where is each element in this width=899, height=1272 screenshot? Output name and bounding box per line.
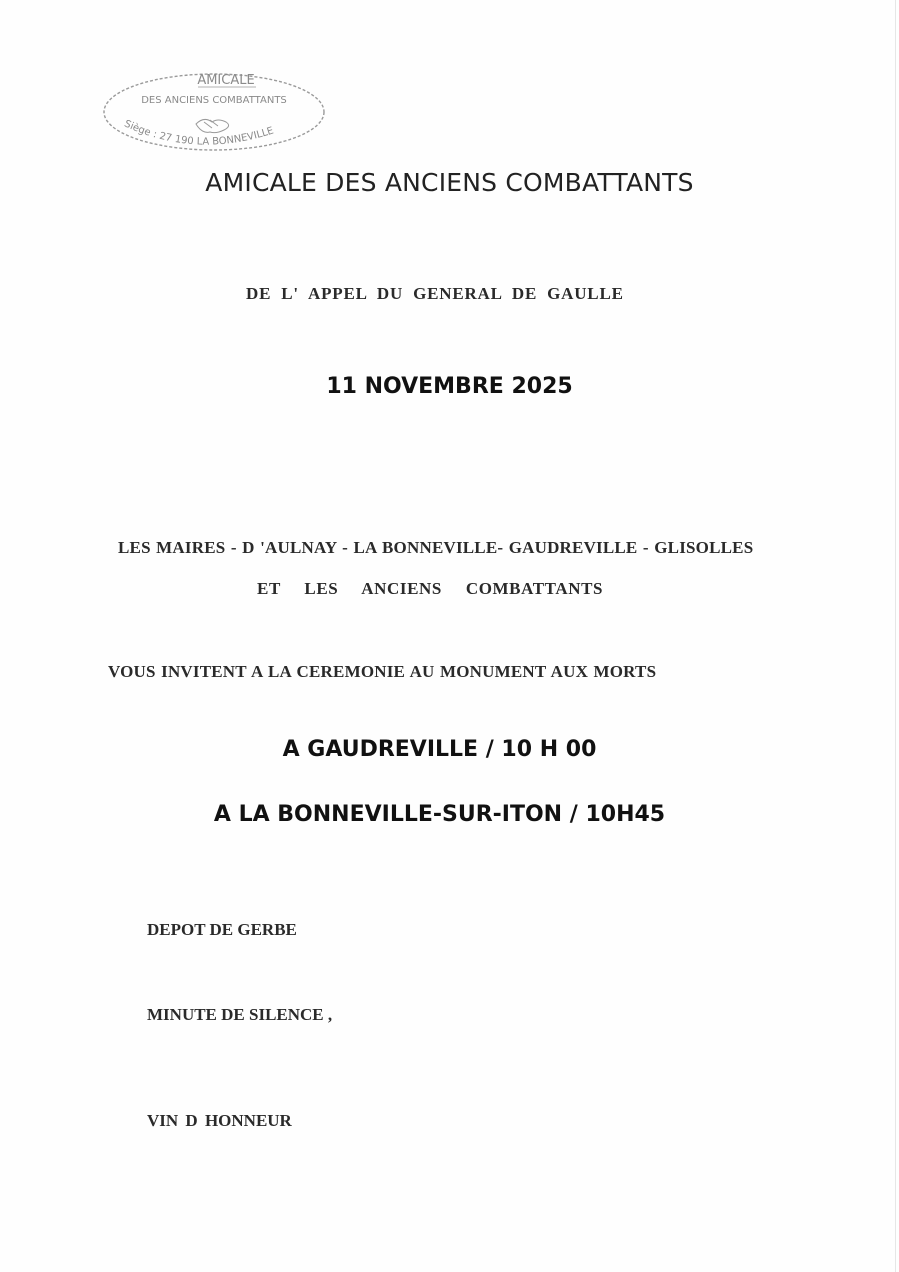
stamp-seat: Siège : 27 190 LA BONNEVILLE	[122, 118, 276, 148]
ceremony-location: A LA BONNEVILLE-SUR-ITON / 10H45	[213, 802, 666, 827]
programme-item: MINUTE DE SILENCE ,	[147, 1005, 333, 1024]
invitation-line: VOUS INVITENT A LA CEREMONIE AU MONUMENT AUX MORTS	[108, 662, 657, 681]
scan-edge-divider	[895, 0, 896, 1272]
mayors-line: LES MAIRES - D 'AULNAY - LA BONNEVILLE- GAUDREVILLE - GLISOLLES	[118, 538, 754, 557]
document-subtitle: DE L' APPEL DU GENERAL DE GAULLE	[246, 284, 624, 303]
document-title: AMICALE DES ANCIENS COMBATTANTS	[205, 168, 694, 197]
ceremony-location: A GAUDREVILLE / 10 H 00	[282, 737, 597, 762]
programme-item: VIN D HONNEUR	[147, 1111, 292, 1130]
association-stamp	[100, 68, 328, 160]
stamp-title: AMICALE	[197, 73, 255, 88]
handshake-icon	[196, 119, 229, 132]
programme-item: DEPOT DE GERBE	[147, 920, 297, 939]
veterans-line: ET LES ANCIENS COMBATTANTS	[257, 579, 604, 598]
svg-text:Siège : 27 190 LA BONNEVILLE	[122, 118, 275, 147]
ceremony-date: 11 NOVEMBRE 2025	[326, 374, 573, 399]
stamp-subtitle: DES ANCIENS COMBATTANTS	[141, 95, 287, 106]
